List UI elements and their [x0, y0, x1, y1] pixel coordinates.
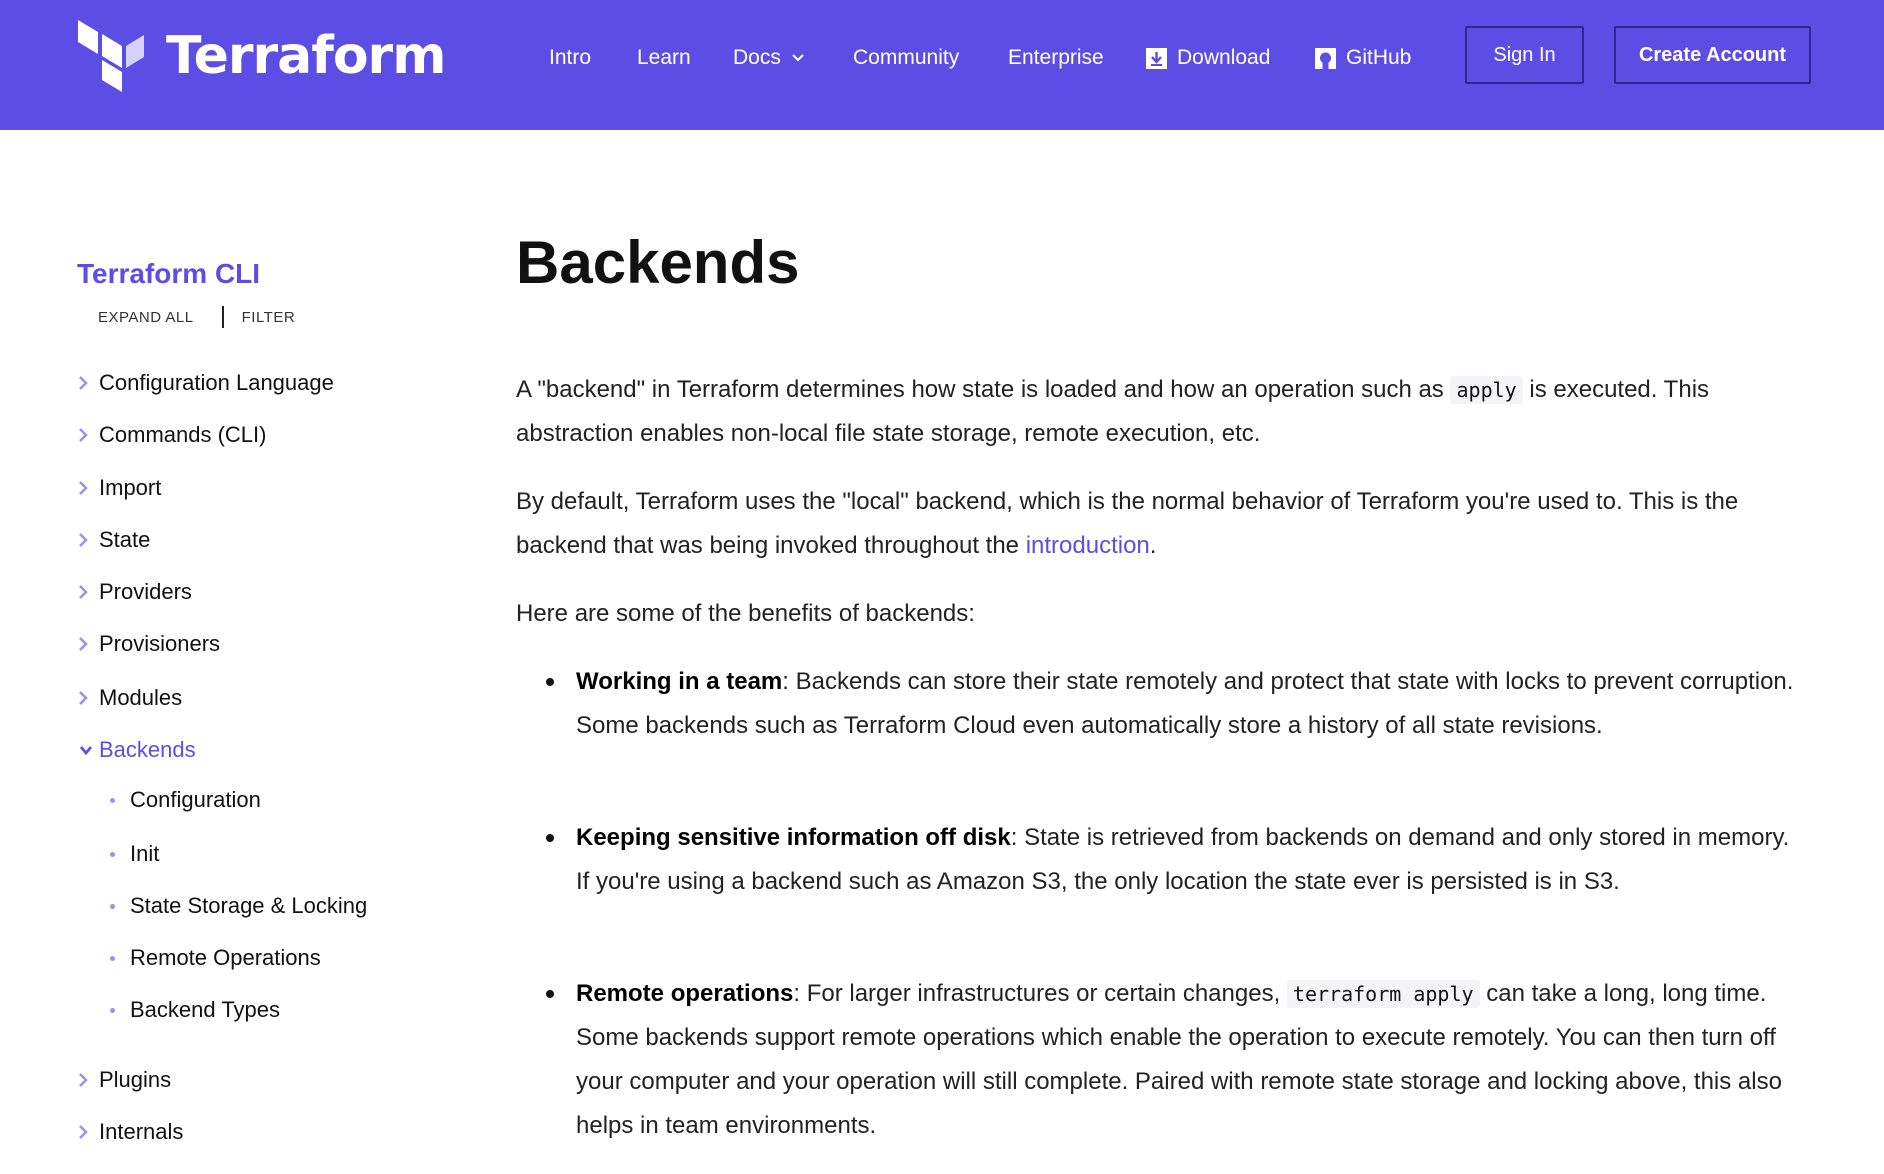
sidebar-item-modules[interactable]: [77, 685, 182, 711]
sidebar-subitem-label: Backend Types: [130, 997, 281, 1022]
sidebar-item-label: Import: [99, 475, 162, 500]
bullet-dot: [110, 956, 115, 961]
github-icon: [1315, 48, 1336, 69]
sidebar-item-providers[interactable]: [77, 579, 192, 605]
sidebar-item-label: Modules: [99, 685, 183, 710]
chevron-right-icon: [77, 374, 89, 392]
text-span: is executed. This abstraction enables non-local file state storage, remote execution, etc.: [516, 376, 1710, 447]
sidebar-item-state[interactable]: [77, 527, 150, 553]
sidebar-item-label: State: [99, 527, 151, 552]
chevron-right-icon: [77, 689, 89, 707]
sidebar-title[interactable]: Terraform CLI: [77, 258, 261, 289]
sidebar-subitem-label: Init: [130, 841, 160, 866]
expand-all-button[interactable]: EXPAND ALL: [98, 308, 194, 326]
bullet-dot: [110, 904, 115, 909]
sidebar-item-label: Configuration Language: [99, 370, 334, 395]
create-account-button[interactable]: Create Account: [1614, 26, 1811, 84]
chevron-right-icon: [77, 1071, 89, 1089]
intro-paragraph: [516, 368, 1796, 456]
sidebar-item-label: Plugins: [99, 1067, 172, 1092]
sidebar-item-provisioners[interactable]: [77, 631, 220, 657]
bullet-text: : Backends can store their state remotely and protect that state with locks to prevent corruption. Some backends such as Terraform Cloud even automatically store a history of all state revisions.: [576, 668, 1794, 739]
sidebar-item-label: Provisioners: [99, 631, 221, 656]
sidebar-item-label: Internals: [99, 1119, 184, 1144]
bullet-dot: [110, 852, 115, 857]
list-item: [546, 816, 1796, 904]
chevron-right-icon: [77, 479, 89, 497]
page-title: Backends: [516, 229, 800, 296]
inline-code: apply: [1450, 376, 1522, 404]
list-item: [546, 660, 1796, 748]
sidebar-subitem-configuration[interactable]: [110, 787, 261, 813]
top-header: [0, 0, 1884, 130]
docs-sidebar: [0, 130, 480, 1174]
sidebar-item-import[interactable]: [77, 475, 161, 501]
benefits-intro: Here are some of the benefits of backends:: [516, 600, 975, 627]
inline-code: terraform apply: [1287, 980, 1480, 1008]
download-icon: [1146, 48, 1167, 69]
sidebar-subitem-remote-operations[interactable]: [110, 945, 321, 971]
chevron-right-icon: [77, 1123, 89, 1141]
text-span: A "backend" in Terraform determines how state is loaded and how an operation such as: [516, 376, 1451, 403]
bullet-title: Keeping sensitive information off disk: [576, 824, 1011, 851]
filter-button[interactable]: FILTER: [241, 308, 296, 326]
nav-learn[interactable]: Learn: [637, 46, 691, 69]
text-span: By default, Terraform uses the "local" backend, which is the normal behavior of Terraform you're used to. This is the backend that was being invoked throughout the: [516, 488, 1739, 559]
sidebar-subitem-state-storage[interactable]: [110, 893, 367, 919]
nav-community[interactable]: Community: [853, 46, 960, 69]
sidebar-tools: [98, 306, 295, 328]
bullet-dot: [110, 1008, 115, 1013]
chevron-right-icon: [77, 531, 89, 549]
default-backend-paragraph: [516, 480, 1796, 568]
bullet-title: Remote operations: [576, 980, 794, 1007]
sidebar-subitem-label: State Storage & Locking: [130, 893, 368, 918]
tools-divider: [222, 306, 224, 328]
chevron-right-icon: [77, 635, 89, 653]
sidebar-item-plugins[interactable]: [77, 1067, 171, 1093]
text-span: .: [1149, 532, 1157, 559]
list-item: [546, 972, 1796, 1148]
nav-docs[interactable]: [733, 46, 805, 70]
sidebar-item-backends[interactable]: [77, 737, 196, 763]
sidebar-subitem-init[interactable]: [110, 841, 159, 867]
sidebar-item-internals[interactable]: [77, 1119, 183, 1145]
brand-name: Terraform: [166, 26, 446, 86]
bullet-text: can take a long, long time. Some backends support remote operations which enable the operation to execute remotely. You can then turn off your computer and your operation will still complete. Paired with remote state storage and locking above, this also helps in team environments.: [576, 980, 1782, 1139]
sidebar-item-configuration-language[interactable]: [77, 370, 334, 396]
nav-download-label: Download: [1177, 46, 1271, 69]
nav-github-label: GitHub: [1346, 46, 1412, 69]
bullet-text: : State is retrieved from backends on demand and only stored in memory. If you're using a backend such as Amazon S3, the only location the state ever is persisted is in S3.: [576, 824, 1790, 895]
nav-download[interactable]: [1146, 46, 1270, 70]
sidebar-subitem-label: Remote Operations: [130, 945, 321, 970]
chevron-right-icon: [77, 426, 89, 444]
introduction-link[interactable]: introduction: [1025, 532, 1150, 559]
sign-in-button[interactable]: Sign In: [1465, 26, 1584, 84]
chevron-right-icon: [77, 583, 89, 601]
sidebar-subitem-backend-types[interactable]: [110, 997, 280, 1023]
nav-intro[interactable]: Intro: [549, 46, 592, 69]
sidebar-item-commands[interactable]: [77, 422, 266, 448]
top-nav: [0, 46, 1884, 76]
sidebar-item-label: Backends: [99, 737, 196, 762]
sidebar-item-label: Providers: [99, 579, 192, 604]
bullet-text: : For larger infrastructures or certain changes,: [793, 980, 1287, 1007]
sidebar-subitem-label: Configuration: [130, 787, 261, 812]
bullet-dot: [110, 798, 115, 803]
bullet-title: Working in a team: [576, 668, 783, 695]
nav-enterprise[interactable]: Enterprise: [1008, 46, 1104, 69]
nav-docs-label: Docs: [733, 46, 781, 69]
sidebar-item-label: Commands (CLI): [99, 422, 267, 447]
chevron-down-icon: [77, 741, 95, 759]
chevron-down-icon: [791, 53, 805, 63]
nav-github[interactable]: [1315, 46, 1411, 70]
